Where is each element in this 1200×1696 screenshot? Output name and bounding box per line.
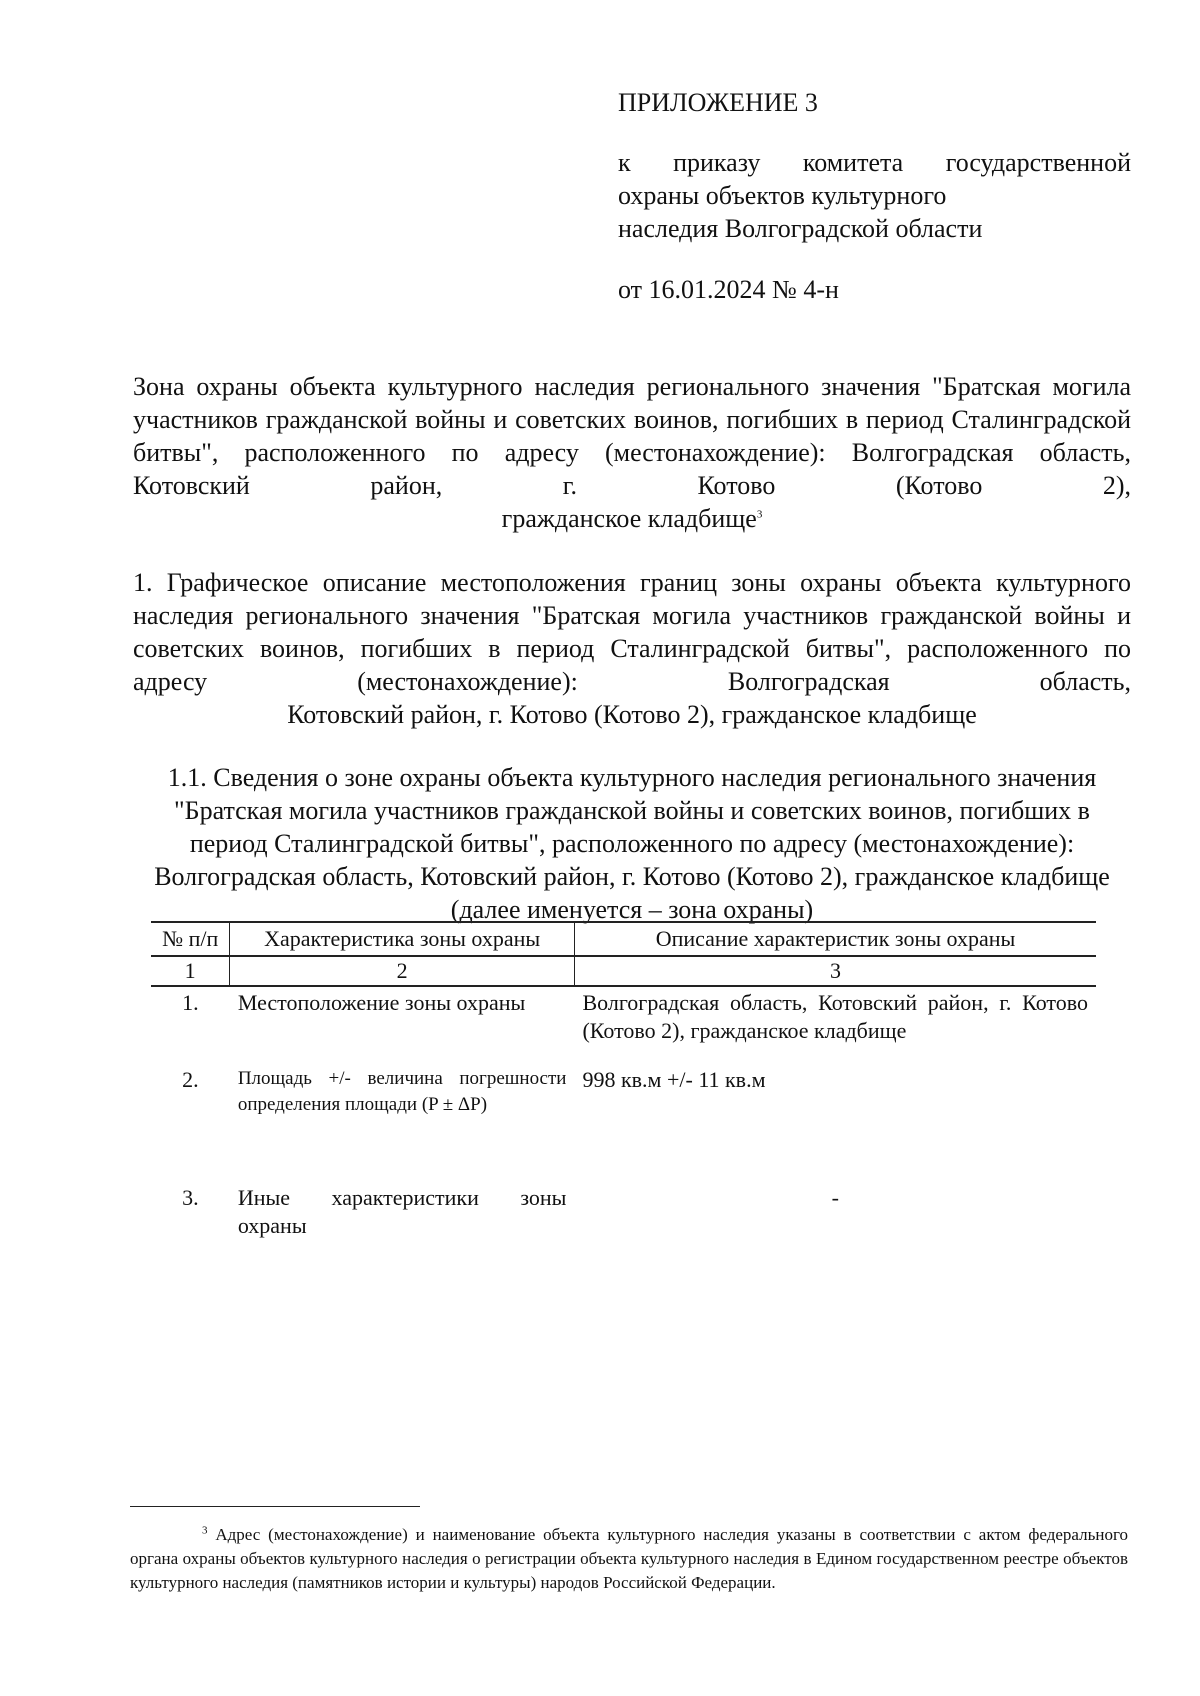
- row-characteristic: Местоположение зоны охраны: [237, 990, 526, 1015]
- zone-table: [151, 921, 1096, 1242]
- order-line-2: охраны объектов культурного: [618, 181, 947, 210]
- section-1-1-heading: 1.1. Сведения о зоне охраны объекта культурного наследия регионального значения "Братская могила участников гражданской войны и советских воинов, погибших в период Сталинградской битвы", расположенного по адресу (местонахождение): Волгоградская область, Котовский район, г. Котово (Котово 2), гражданское кладбище (далее именуется – зона охраны): [154, 763, 1110, 924]
- header-characteristic: Характеристика зоны охраны: [230, 922, 575, 956]
- footnote-ref: 3: [756, 508, 763, 521]
- table-row: [151, 1064, 1096, 1182]
- order-reference: [618, 146, 1131, 245]
- zone-title: [133, 370, 1131, 535]
- column-number-3: 3: [574, 956, 1096, 986]
- table-row: [151, 1182, 1096, 1242]
- table-row: [151, 986, 1096, 1064]
- row-characteristic: Иные характеристики зоны охраны: [237, 1185, 567, 1238]
- footnote-number: 3: [202, 1524, 208, 1537]
- column-number-1: 1: [151, 956, 230, 986]
- column-number-2: 2: [230, 956, 575, 986]
- row-number: 2.: [182, 1067, 199, 1092]
- order-date: от 16.01.2024 № 4-н: [618, 275, 839, 304]
- appendix-title: ПРИЛОЖЕНИЕ 3: [618, 88, 818, 117]
- section-1-heading: [133, 566, 1131, 731]
- footnote-text: Адрес (местонахождение) и наименование объекта культурного наследия указаны в соответствии с актом федерального органа охраны объектов культурного наследия о регистрации объекта культурного наследия в Едином государственном реестре объектов культурного наследия (памятников истории и культуры) народов Российской Федерации.: [130, 1525, 1128, 1592]
- section-1-last-line: Котовский район, г. Котово (Котово 2), гражданское кладбище: [287, 700, 977, 729]
- table-column-numbers: [151, 956, 1096, 986]
- row-number: 1.: [182, 990, 199, 1015]
- zone-title-last-text: гражданское кладбище: [501, 504, 757, 533]
- row-description: -: [831, 1185, 839, 1210]
- table-header-row: [151, 922, 1096, 956]
- order-line-3: наследия Волгоградской области: [618, 214, 983, 243]
- footnote: [130, 1523, 1128, 1595]
- footnote-separator: [130, 1506, 420, 1507]
- zone-title-text: Зона охраны объекта культурного наследия регионального значения "Братская могила участников гражданской войны и советских воинов, погибших в период Сталинградской битвы", расположенного по адресу (местонахождение): Волгоградская область, Котовский район, г. Котово (Котово 2),: [133, 372, 1131, 500]
- header-description: Описание характеристик зоны охраны: [574, 922, 1096, 956]
- section-1-text: 1. Графическое описание местоположения границ зоны охраны объекта культурного наследия регионального значения "Братская могила участников гражданской войны и советских воинов, погибших в период Сталинградской битвы", расположенного по адресу (местонахождение): Волгоградская область,: [133, 568, 1131, 696]
- row-number: 3.: [182, 1185, 199, 1210]
- order-line-1: к приказу комитета государственной: [618, 148, 1131, 177]
- row-characteristic: Площадь +/- величина погрешности определения площади (P ± ΔP): [237, 1068, 567, 1115]
- row-description: Волгоградская область, Котовский район, г. Котово (Котово 2), гражданское кладбище: [582, 990, 1088, 1043]
- header-number: № п/п: [151, 922, 230, 956]
- row-description: 998 кв.м +/- 11 кв.м: [582, 1067, 766, 1092]
- zone-title-last-line: [133, 502, 1131, 535]
